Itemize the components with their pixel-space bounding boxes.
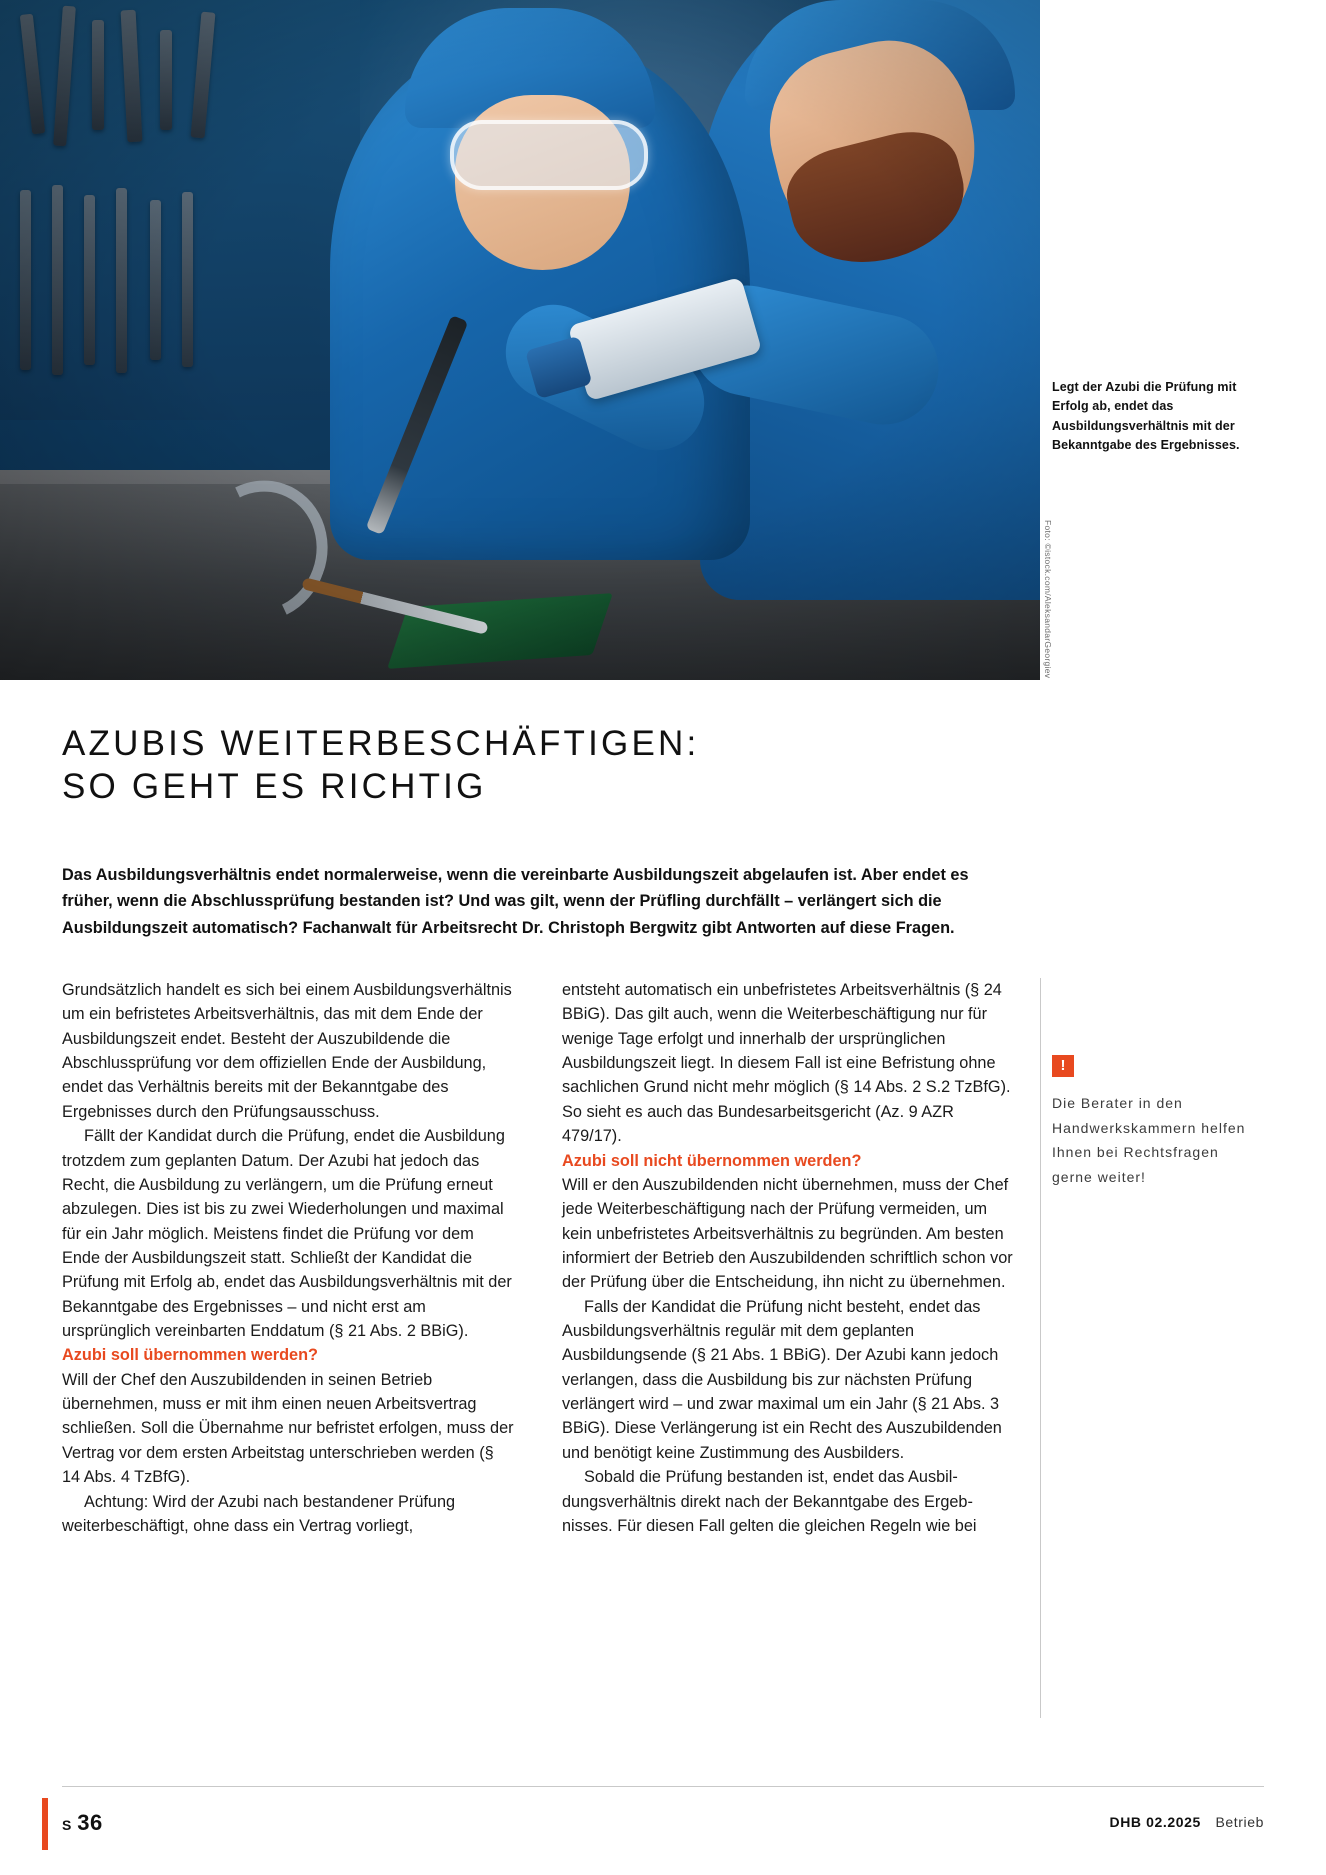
page-marker — [42, 1798, 48, 1850]
paragraph: entsteht automatisch ein unbefristetes Arbeitsverhältnis (§ 24 BBiG). Das gilt auch, wenn die Weiterbeschäftigung nur für wenige Tage erfolgt und innerhalb der ursprünglichen Ausbildungszeit liegt. In diesem Fall ist eine Befristung ohne sachlichen Grund nicht mehr möglich (§ 14 Abs. 2 S.2 TzBfG). So sieht es auch das Bundesarbeitsgericht (Az. 9 AZR 479/17). — [562, 981, 1011, 1146]
paragraph: Sobald die Prüfung bestanden ist, endet das Ausbildungsverhältnis direkt nach der Bekanntgabe des Ergebnisses. Für diesen Fall gelten die gleichen Regeln wie bei — [562, 1468, 977, 1535]
page-prefix: S — [62, 1817, 73, 1833]
hero-vignette — [0, 0, 1040, 680]
paragraph: Fällt der Kandidat durch die Prüfung, endet die Ausbildung trotzdem zum geplanten Datum. Der Azubi hat jedoch das Recht, die Ausbildung zu verlängern, um die Prüfung erneut abzulegen. Dies ist bis zu zwei Wiederholungen und maximal für ein Jahr möglich. Meistens findet die Prüfung vor dem Ende der Ausbildungszeit statt. Schließt der Kandidat die Prüfung mit Erfolg ab, endet das Ausbildungsverhältnis mit der Bekanntgabe des Ergebnisses – und nicht erst am ursprünglich vereinbarten Enddatum (§ 21 Abs. 2 BBiG). — [62, 1127, 512, 1341]
body-column-right — [562, 978, 1014, 1538]
column-divider — [1040, 978, 1041, 1718]
page-title — [62, 723, 1062, 808]
exclamation-icon: ! — [1052, 1055, 1074, 1077]
footer-meta — [1110, 1814, 1265, 1830]
article-standfirst: Das Ausbildungsverhältnis endet normalerweise, wenn die vereinbarte Ausbildungszeit abgelaufen ist. Aber endet es früher, wenn die Abschlussprüfung bestanden ist? Und was gilt, wenn der Prüfling durchfällt – verlängert sich die Ausbildungszeit automatisch? Fachanwalt für Arbeitsrecht Dr. Christoph Bergwitz gibt Antworten auf diese Fragen. — [62, 866, 969, 937]
paragraph: Will der Chef den Auszubildenden in seinen Betrieb übernehmen, muss er mit ihm einen neuen Arbeitsvertrag schließen. Soll die Übernahme nur befristet erfolgen, muss der Vertrag vor dem ersten Arbeitstag unterschrieben werden (§ 14 Abs. 4 TzBfG). — [62, 1370, 514, 1487]
hero-image — [0, 0, 1040, 680]
photo-credit: Foto: ©istock.com/AleksandarGeorgiev — [1043, 520, 1053, 679]
paragraph: Falls der Kandidat die Prüfung nicht besteht, endet das Ausbildungsverhältnis regulär mit dem geplanten Ausbildungsende (§ 21 Abs. 1 BBiG). Der Azubi kann jedoch verlangen, dass die Ausbildung bis zur nächsten Prüfung verlängert wird – und zwar maximal um ein Jahr (§ 21 Abs. 3 BBiG). Diese Verlängerung ist ein Recht des Auszubildenden und benötigt keine Zustimmung des Ausbilders. — [562, 1297, 1002, 1462]
sidebar-note — [1052, 1055, 1252, 1189]
paragraph: Will er den Auszubildenden nicht übernehmen, muss der Chef jede Weiterbeschäftigung nach der Prüfung vermeiden, um kein unbefristetes Arbeitsverhältnis zu begründen. Am besten informiert der Betrieb den Auszubildenden schriftlich schon vor der Prüfung über die Entscheidung, ihn nicht zu übernehmen. — [562, 1175, 1013, 1292]
headline-line-2: SO GEHT ES RICHTIG — [62, 767, 487, 807]
section-subheading: Azubi soll nicht übernommen werden? — [562, 1151, 862, 1170]
section-label: Betrieb — [1215, 1814, 1264, 1830]
page-number-value: 36 — [77, 1810, 103, 1835]
issue-label: DHB 02.2025 — [1109, 1814, 1201, 1830]
section-subheading: Azubi soll übernommen werden? — [62, 1346, 319, 1365]
body-column-left — [62, 978, 514, 1538]
paragraph: Grundsätzlich handelt es sich bei einem Ausbildungsverhältnis um ein befristetes Arbeitsverhältnis, das mit dem Ende der Ausbildungszeit endet. Besteht der Auszubildende die Abschlussprüfung vor dem offiziellen Ende der Ausbildung, endet das Verhältnis bereits mit der Bekanntgabe des Ergebnisses durch den Prüfungsausschuss. — [62, 981, 512, 1121]
image-caption: Legt der Azubi die Prüfung mit Erfolg ab, endet das Ausbildungsverhältnis mit der Bekanntgabe des Ergebnisses. — [1052, 380, 1240, 453]
sidebar-note-text: Die Berater in den Handwerkskammern helfen Ihnen bei Rechtsfragen gerne weiter! — [1052, 1095, 1246, 1185]
paragraph: Achtung: Wird der Azubi nach bestandener Prüfung weiterbeschäftigt, ohne dass ein Vertrag vorliegt, — [62, 1492, 456, 1535]
headline-line-1: AZUBIS WEITERBESCHÄFTIGEN: — [62, 724, 700, 764]
footer-divider — [62, 1786, 1264, 1787]
page-number — [62, 1810, 103, 1836]
